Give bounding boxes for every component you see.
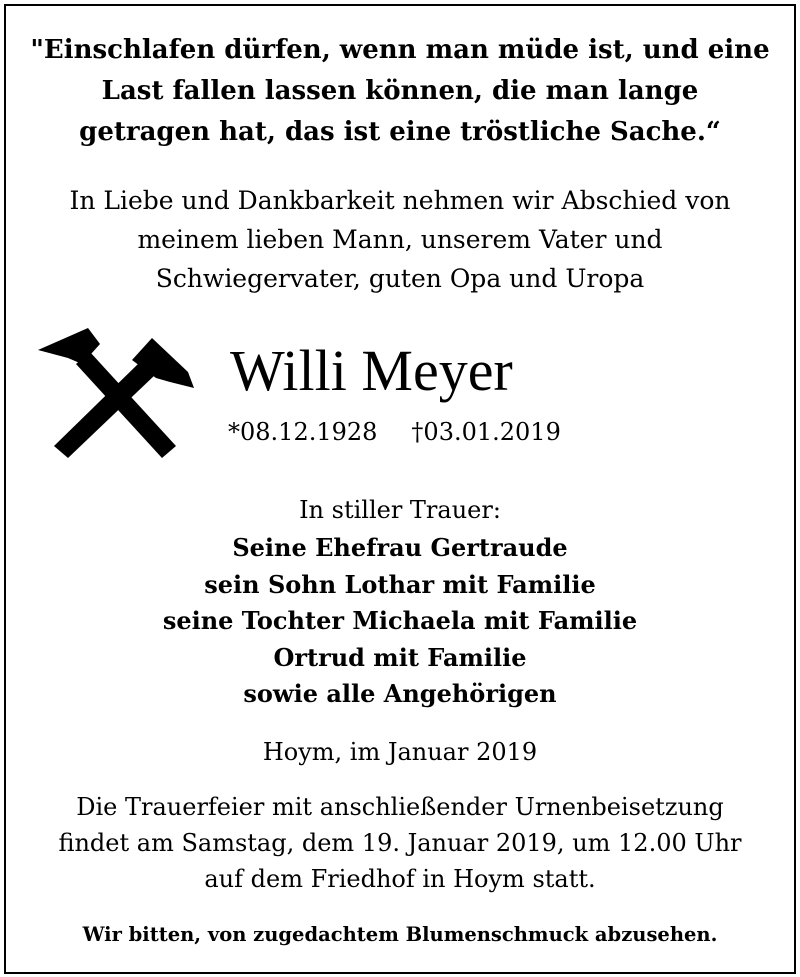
quote-line: Last fallen lassen können, die man lange xyxy=(101,76,699,106)
ceremony-line: Die Trauerfeier mit anschließender Urnenbeisetzung xyxy=(76,793,724,821)
mourners-list xyxy=(0,530,800,713)
deceased-name: Willi Meyer xyxy=(230,338,513,403)
mourner-line: Seine Ehefrau Gertraude xyxy=(232,533,568,562)
hammer-and-pick-icon xyxy=(30,316,200,466)
quote-line: "Einschlafen dürfen, wenn man müde ist, und eine xyxy=(30,35,770,65)
intro-line: Schwiegervater, guten Opa und Uropa xyxy=(155,264,645,293)
ceremony-line: auf dem Friedhof in Hoym statt. xyxy=(204,865,596,893)
intro-line: In Liebe und Dankbarkeit nehmen wir Abschied von xyxy=(69,186,731,215)
intro-line: meinem lieben Mann, unserem Vater und xyxy=(137,225,663,254)
mourning-label: In stiller Trauer: xyxy=(299,496,501,524)
mourner-line: Ortrud mit Familie xyxy=(273,642,527,672)
quote-line: getragen hat, das ist eine tröstliche Sache.“ xyxy=(79,117,721,147)
death-date: †03.01.2019 xyxy=(411,418,561,446)
life-dates xyxy=(228,414,561,450)
mourner-line: sein Sohn Lothar mit Familie xyxy=(204,569,596,599)
mourner-line: sowie alle Angehörigen xyxy=(243,679,557,708)
ceremony-info xyxy=(0,789,800,897)
quote-block xyxy=(0,30,800,153)
flower-note: Wir bitten, von zugedachtem Blumenschmuck abzusehen. xyxy=(82,923,718,946)
place-date: Hoym, im Januar 2019 xyxy=(262,738,538,766)
ceremony-line: findet am Samstag, dem 19. Januar 2019, um 12.00 Uhr xyxy=(58,829,742,857)
intro-block xyxy=(0,181,800,298)
mourner-line: seine Tochter Michaela mit Familie xyxy=(162,606,638,635)
birth-date: *08.12.1928 xyxy=(228,418,378,446)
